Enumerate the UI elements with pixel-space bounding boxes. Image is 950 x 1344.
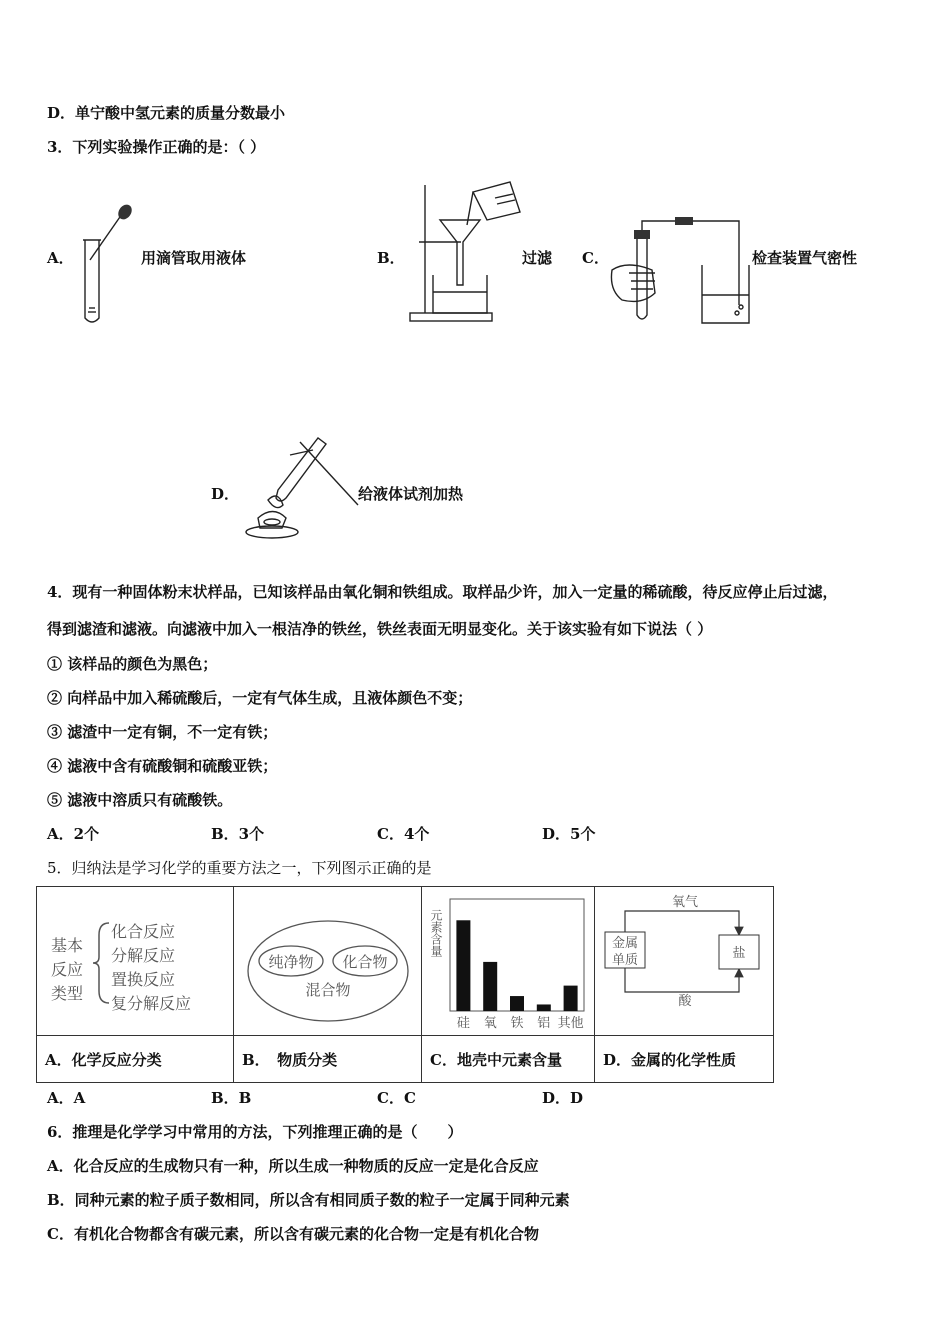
panel-a-item: 复分解反应 <box>111 994 192 1013</box>
caption-d: D．金属的化学性质 <box>595 1036 774 1083</box>
panel-a-item: 置换反应 <box>111 970 176 989</box>
panel-a <box>37 887 234 1036</box>
q4-option-a: A．2个 <box>47 825 100 843</box>
chart-bar-4 <box>564 986 578 1011</box>
crust-element-chart <box>422 887 594 1035</box>
q4-statement: ③ 滤渣中一定有铜，不一定有铁； <box>47 723 278 741</box>
q3-option-a-text: 用滴管取用液体 <box>141 249 247 267</box>
caption-c: C．地壳中元素含量 <box>422 1036 595 1083</box>
panel-d-left1: 金属 <box>611 936 639 951</box>
panel-a-left: 反应 <box>51 960 84 979</box>
q4-stem-line1: 4．现有一种固体粉末状样品，已知该样品由氧化铜和铁组成。取样品少许，加入一定量的稀硫酸，待反应停止后过滤， <box>47 583 838 601</box>
chart-xlabel-4: 其他 <box>557 1016 584 1031</box>
panel-d-right: 盐 <box>732 946 746 961</box>
panel-c <box>422 887 595 1036</box>
q6-option-b: B．同种元素的粒子质子数相同，所以含有相同质子数的粒子一定属于同种元素 <box>47 1191 570 1209</box>
q3-option-b-letter: B． <box>377 249 405 267</box>
q4-option-b: B．3个 <box>211 825 265 843</box>
panel-b-outer: 混合物 <box>305 981 351 999</box>
panel-a-left: 基本 <box>51 936 84 955</box>
chart-bar-0 <box>456 920 470 1011</box>
q4-option-d: D．5个 <box>542 825 596 843</box>
q6-stem: 6．推理是化学学习中常用的方法，下列推理正确的是（ ） <box>47 1123 463 1141</box>
q3-option-a-letter: A． <box>47 249 74 267</box>
chart-xlabel-1: 氧 <box>483 1016 497 1031</box>
panel-a-item: 化合反应 <box>111 922 176 941</box>
panel-b-inner1: 纯净物 <box>268 953 314 971</box>
q6-option-a: A．化合反应的生成物只有一种，所以生成一种物质的反应一定是化合反应 <box>47 1157 539 1175</box>
q5-diagram-table <box>36 886 774 1083</box>
q2-option-d: D．单宁酸中氢元素的质量分数最小 <box>47 104 286 122</box>
panel-b-inner2: 化合物 <box>342 953 388 971</box>
q5-option-a: A．A <box>47 1089 86 1107</box>
q4-stem-line2: 得到滤渣和滤液。向滤液中加入一根洁净的铁丝，铁丝表面无明显变化。关于该实验有如下说法（ ） <box>47 620 713 638</box>
caption-a: A．化学反应分类 <box>37 1036 234 1083</box>
chart-xlabel-0: 硅 <box>456 1016 470 1031</box>
chart-xlabel-3: 铝 <box>537 1016 551 1031</box>
panel-a-left: 类型 <box>51 984 84 1003</box>
chart-xlabel-2: 铁 <box>510 1016 524 1031</box>
q5-stem: 5．归纳法是学习化学的重要方法之一，下列图示正确的是 <box>47 859 432 877</box>
chart-ylabel: 元素含量 <box>429 909 443 957</box>
panel-b <box>234 887 422 1036</box>
panel-d-bottom: 酸 <box>678 994 692 1009</box>
panel-a-item: 分解反应 <box>111 946 176 965</box>
q3-option-c-letter: C． <box>582 249 609 267</box>
q3-option-d-letter: D． <box>211 485 240 503</box>
q3-stem: 3．下列实验操作正确的是：（ ） <box>47 138 266 156</box>
filtration-figure <box>405 180 530 325</box>
q4-statement: ④ 滤液中含有硫酸铜和硫酸亚铁； <box>47 757 278 775</box>
chart-bar-1 <box>483 962 497 1011</box>
q5-option-c: C．C <box>377 1089 416 1107</box>
q3-option-d-text: 给液体试剂加热 <box>358 485 464 503</box>
q6-option-c: C．有机化合物都含有碳元素，所以含有碳元素的化合物一定是有机化合物 <box>47 1225 539 1243</box>
chart-bar-3 <box>537 1004 551 1011</box>
q4-statement: ② 向样品中加入稀硫酸后，一定有气体生成，且液体颜色不变； <box>47 689 473 707</box>
q5-option-d: D．D <box>542 1089 584 1107</box>
airtightness-figure <box>607 215 757 330</box>
panel-d-left2: 单质 <box>611 953 639 968</box>
q4-statement: ① 该样品的颜色为黑色； <box>47 655 218 673</box>
panel-d-top: 氧气 <box>671 895 699 910</box>
q3-option-c-text: 检查装置气密性 <box>752 249 858 267</box>
q4-option-c: C．4个 <box>377 825 430 843</box>
chart-bar-2 <box>510 996 524 1011</box>
panel-d <box>595 887 774 1036</box>
caption-b: B． 物质分类 <box>234 1036 422 1083</box>
heating-figure <box>238 430 363 540</box>
q3-option-b-text: 过滤 <box>522 249 553 267</box>
dropper-tube-figure <box>75 200 145 330</box>
q4-statement: ⑤ 滤液中溶质只有硫酸铁。 <box>47 791 233 809</box>
q5-option-b: B．B <box>211 1089 252 1107</box>
